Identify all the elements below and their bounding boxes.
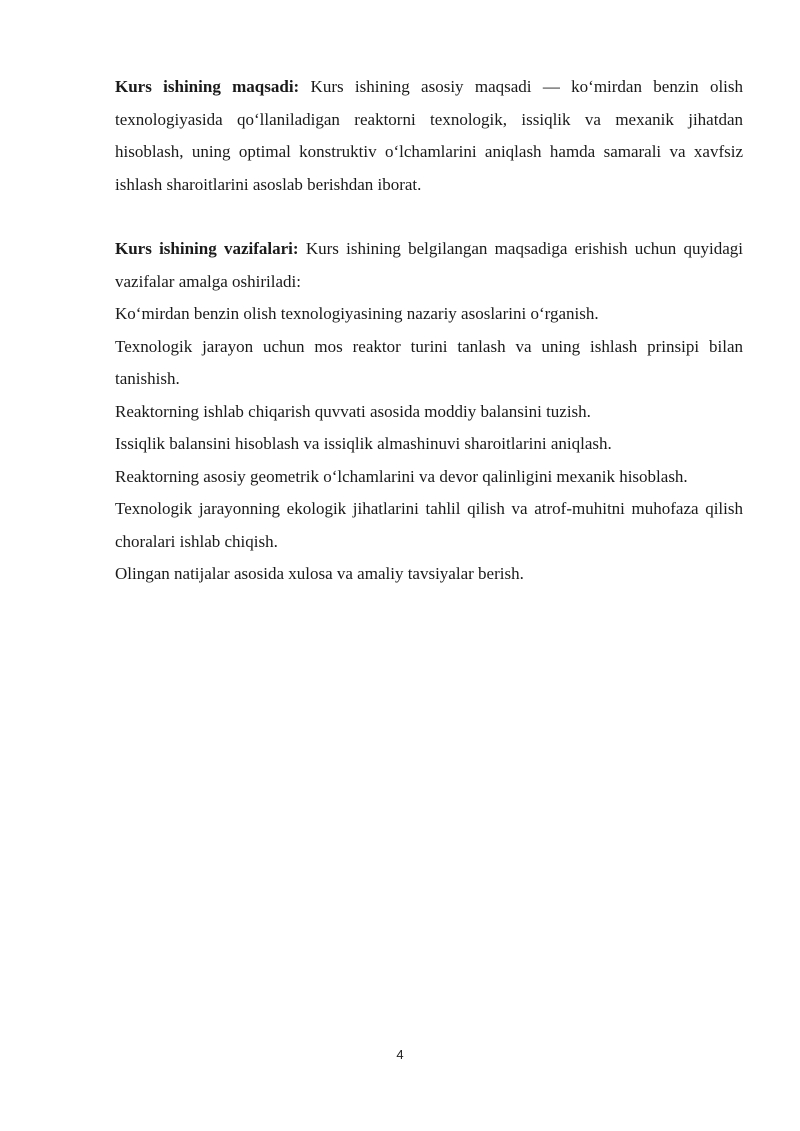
page-content — [115, 71, 743, 591]
task-item: Texnologik jarayonning ekologik jihatlarini tahlil qilish va atrof-muhitni muhofaza qilish choralari ishlab chiqish. — [115, 499, 743, 551]
tasks-heading: Kurs ishining vazifalari: — [115, 239, 299, 258]
tasks-paragraph — [115, 233, 743, 298]
task-item: Texnologik jarayon uchun mos reaktor turini tanlash va uning ishlash prinsipi bilan tanishish. — [115, 336, 743, 388]
task-item: Reaktorning asosiy geometrik o‘lchamlarini va devor qalinligini mexanik hisoblash. — [115, 466, 688, 486]
page-number: 4 — [396, 1047, 404, 1062]
tasks-intro: Kurs ishining belgilangan maqsadiga erishish uchun quyidagi vazifalar amalga oshiriladi: — [115, 239, 744, 291]
task-item: Issiqlik balansini hisoblash va issiqlik almashinuvi sharoitlarini aniqlash. — [115, 434, 612, 453]
purpose-paragraph — [115, 71, 743, 201]
paragraph-spacer — [115, 201, 743, 233]
task-item: Reaktorning ishlab chiqarish quvvati asosida moddiy balansini tuzish. — [115, 401, 591, 421]
task-item: Olingan natijalar asosida xulosa va amaliy tavsiyalar berish. — [115, 564, 524, 583]
task-item: Ko‘mirdan benzin olish texnologiyasining nazariy asoslarini o‘rganish. — [115, 304, 599, 323]
purpose-text: Kurs ishining asosiy maqsadi — ko‘mirdan benzin olish texnologiyasida qo‘llaniladigan reaktorni texnologik, issiqlik va mexanik jihatdan hisoblash, uning optimal konstruktiv o‘lchamlarini aniqlash hamda samarali va xavfsiz ishlash sharoitlarini asoslab berishdan iborat. — [115, 77, 744, 194]
purpose-heading: Kurs ishining maqsadi: — [115, 77, 300, 96]
